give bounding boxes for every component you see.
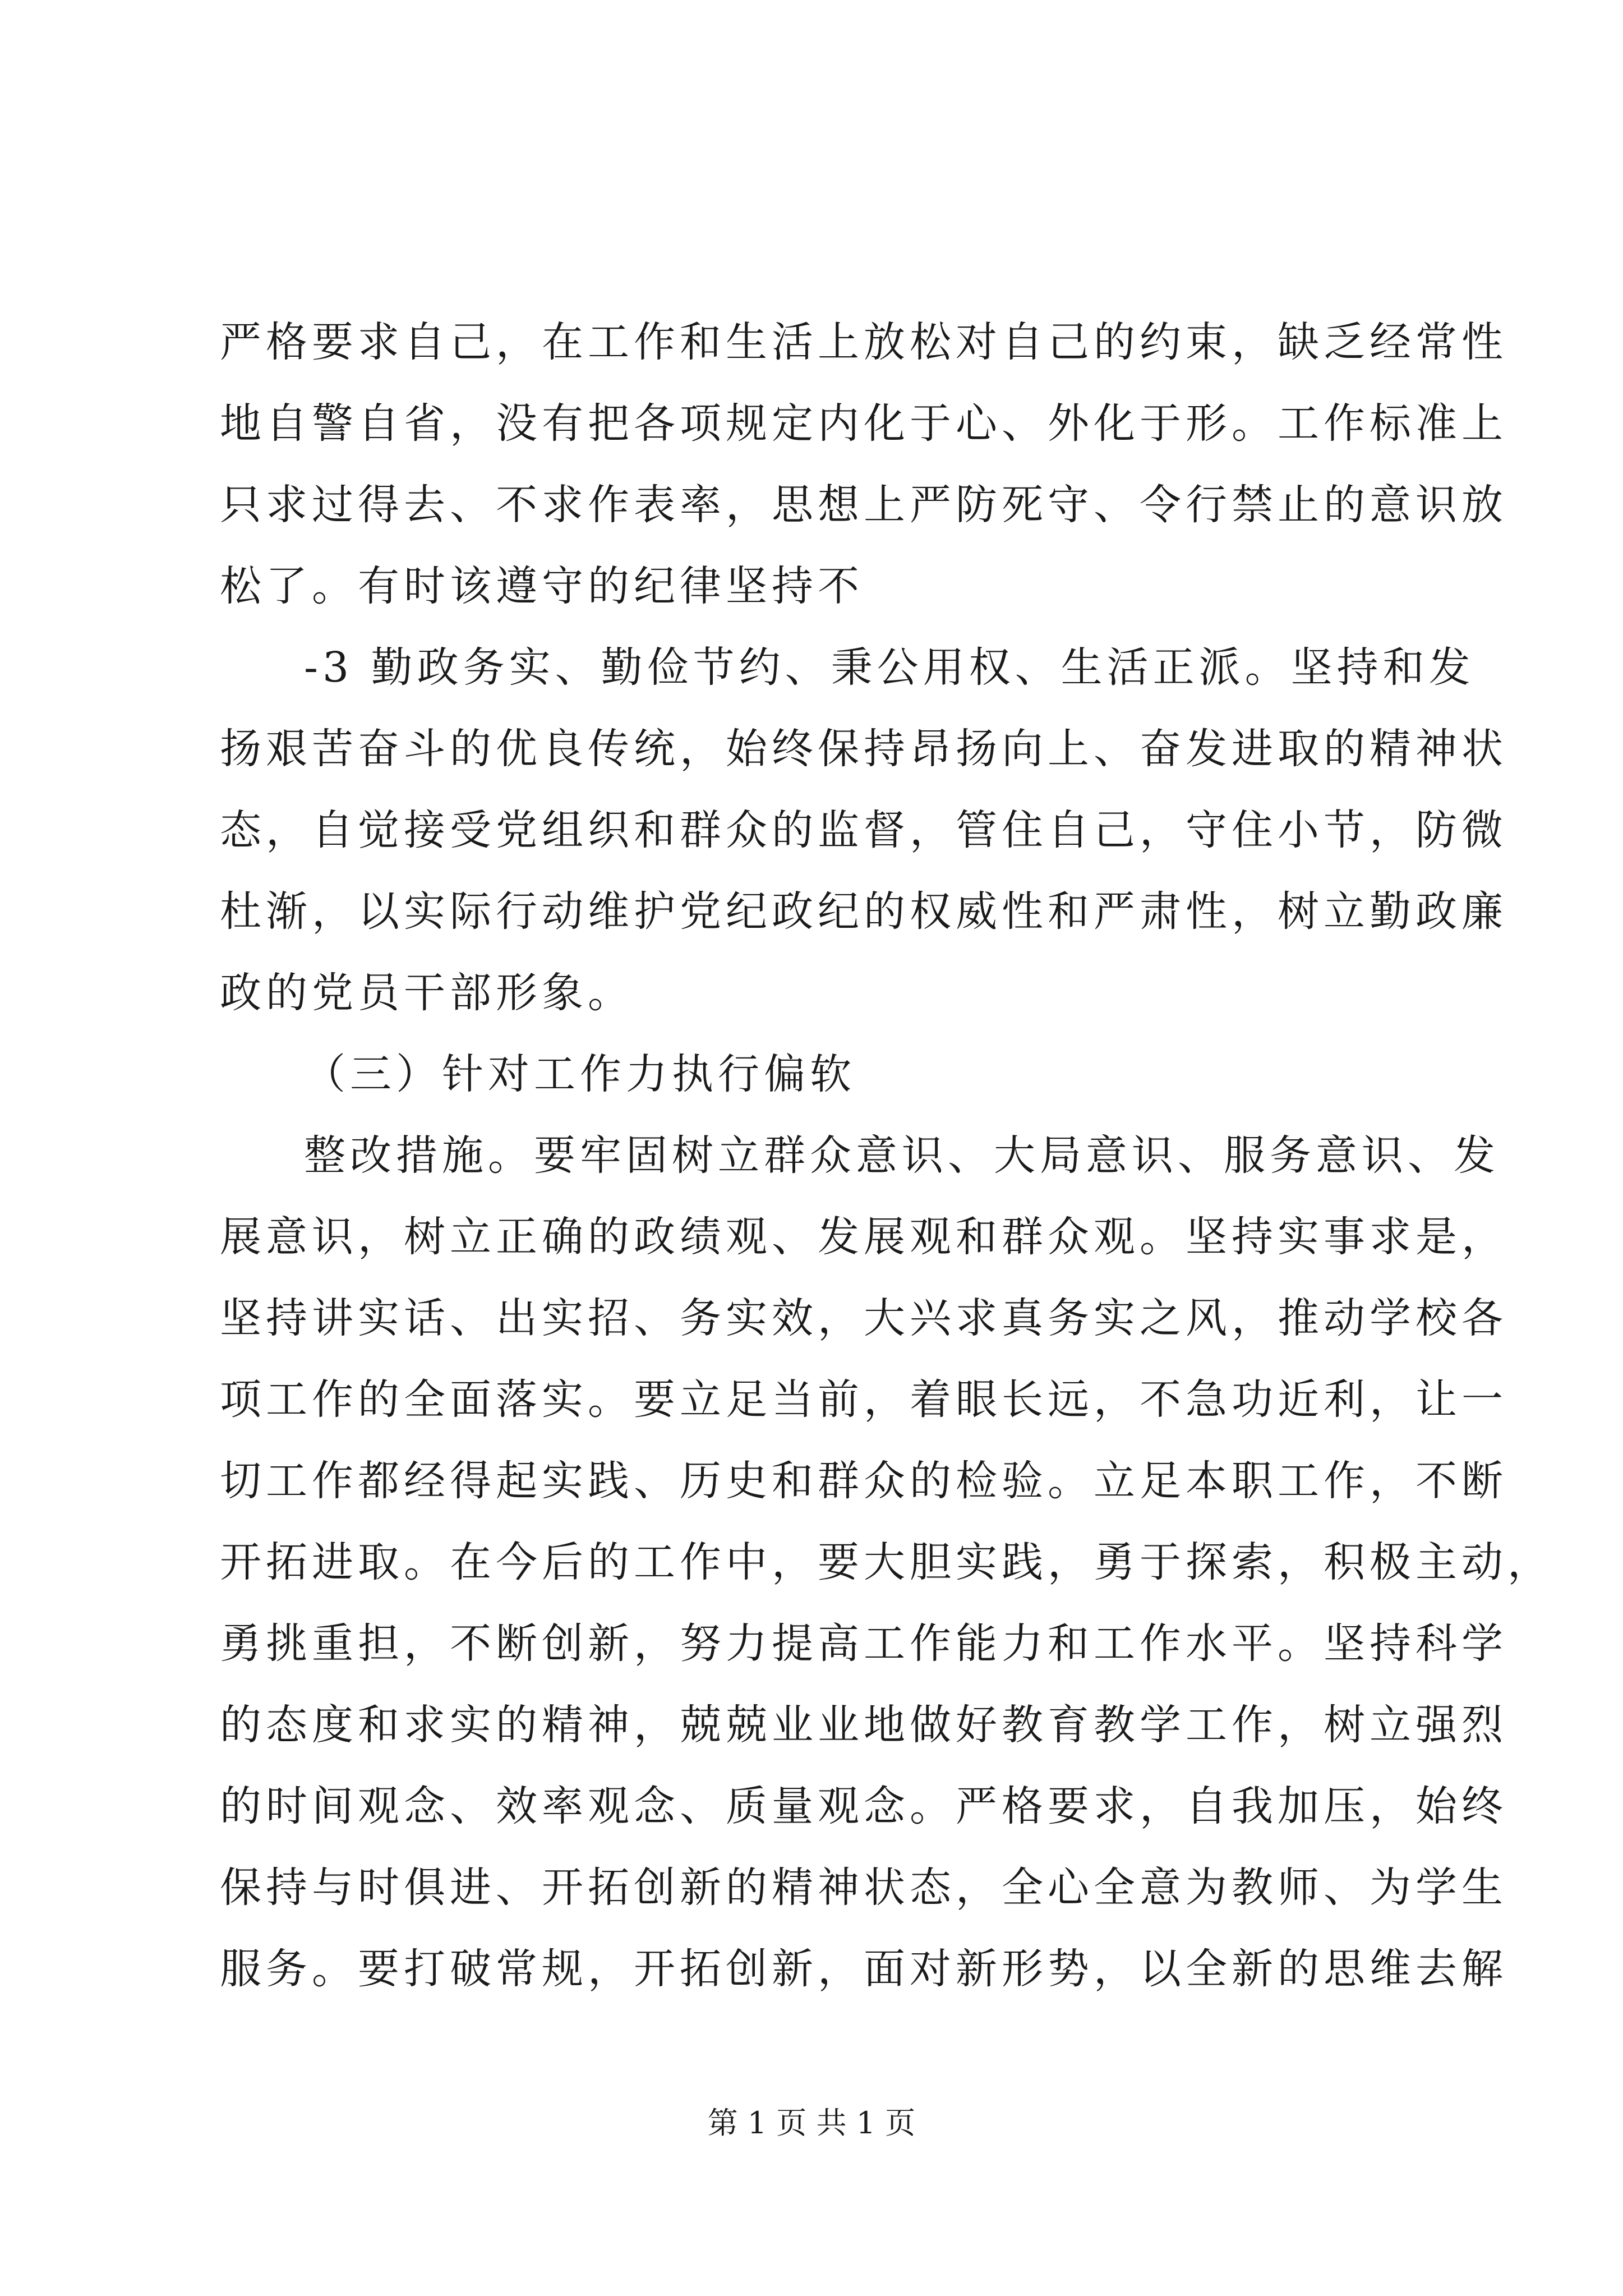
text-line: 的时间观念、效率观念、质量观念。严格要求，自我加压，始终 <box>220 1782 1507 1830</box>
text-line: 整改措施。要牢固树立群众意识、大局意识、服务意识、发 <box>304 1131 1500 1180</box>
page-footer: 第 1 页 共 1 页 <box>707 2105 916 2141</box>
text-line: 政的党员干部形象。 <box>220 969 634 1017</box>
paragraph-2 <box>220 627 1507 1034</box>
text-line: 开拓进取。在今后的工作中，要大胆实践，勇于探索，积极主动， <box>220 1538 1553 1586</box>
paragraph-1 <box>220 302 1507 627</box>
text-line: 保持与时俱进、开拓创新的精神状态，全心全意为教师、为学生 <box>220 1864 1507 1912</box>
text-line: 服务。要打破常规，开拓创新，面对新形势，以全新的思维去解 <box>220 1945 1507 1993</box>
text-line: 坚持讲实话、出实招、务实效，大兴求真务实之风，推动学校各 <box>220 1294 1507 1342</box>
paragraph-4 <box>220 1115 1553 2010</box>
text-line: 态，自觉接受党组织和群众的监督，管住自己，守住小节，防微 <box>220 806 1507 854</box>
document-body <box>220 302 1553 2010</box>
text-line: 杜渐，以实际行动维护党纪政纪的权威性和严肃性，树立勤政廉 <box>220 887 1507 936</box>
text-line: 切工作都经得起实践、历史和群众的检验。立足本职工作，不断 <box>220 1457 1507 1505</box>
section-heading <box>220 1034 1437 1115</box>
text-line: 只求过得去、不求作表率，思想上严防死守、令行禁止的意识放 <box>220 481 1507 529</box>
text-line: -3 勤政务实、勤俭节约、秉公用权、生活正派。坚持和发 <box>304 643 1475 692</box>
text-line: 展意识，树立正确的政绩观、发展观和群众观。坚持实事求是， <box>220 1213 1507 1261</box>
text-line: 项工作的全面落实。要立足当前，着眼长远，不急功近利，让一 <box>220 1375 1507 1424</box>
heading-line: （三）针对工作力执行偏软 <box>304 1050 856 1098</box>
text-line: 扬艰苦奋斗的优良传统，始终保持昂扬向上、奋发进取的精神状 <box>220 725 1507 773</box>
text-line: 松了。有时该遵守的纪律坚持不 <box>220 562 864 610</box>
text-line: 的态度和求实的精神，兢兢业业地做好教育教学工作，树立强烈 <box>220 1701 1507 1749</box>
text-line: 地自警自省，没有把各项规定内化于心、外化于形。工作标准上 <box>220 399 1507 448</box>
text-line: 严格要求自己，在工作和生活上放松对自己的约束，缺乏经常性 <box>220 318 1507 366</box>
text-line: 勇挑重担，不断创新，努力提高工作能力和工作水平。坚持科学 <box>220 1619 1507 1668</box>
